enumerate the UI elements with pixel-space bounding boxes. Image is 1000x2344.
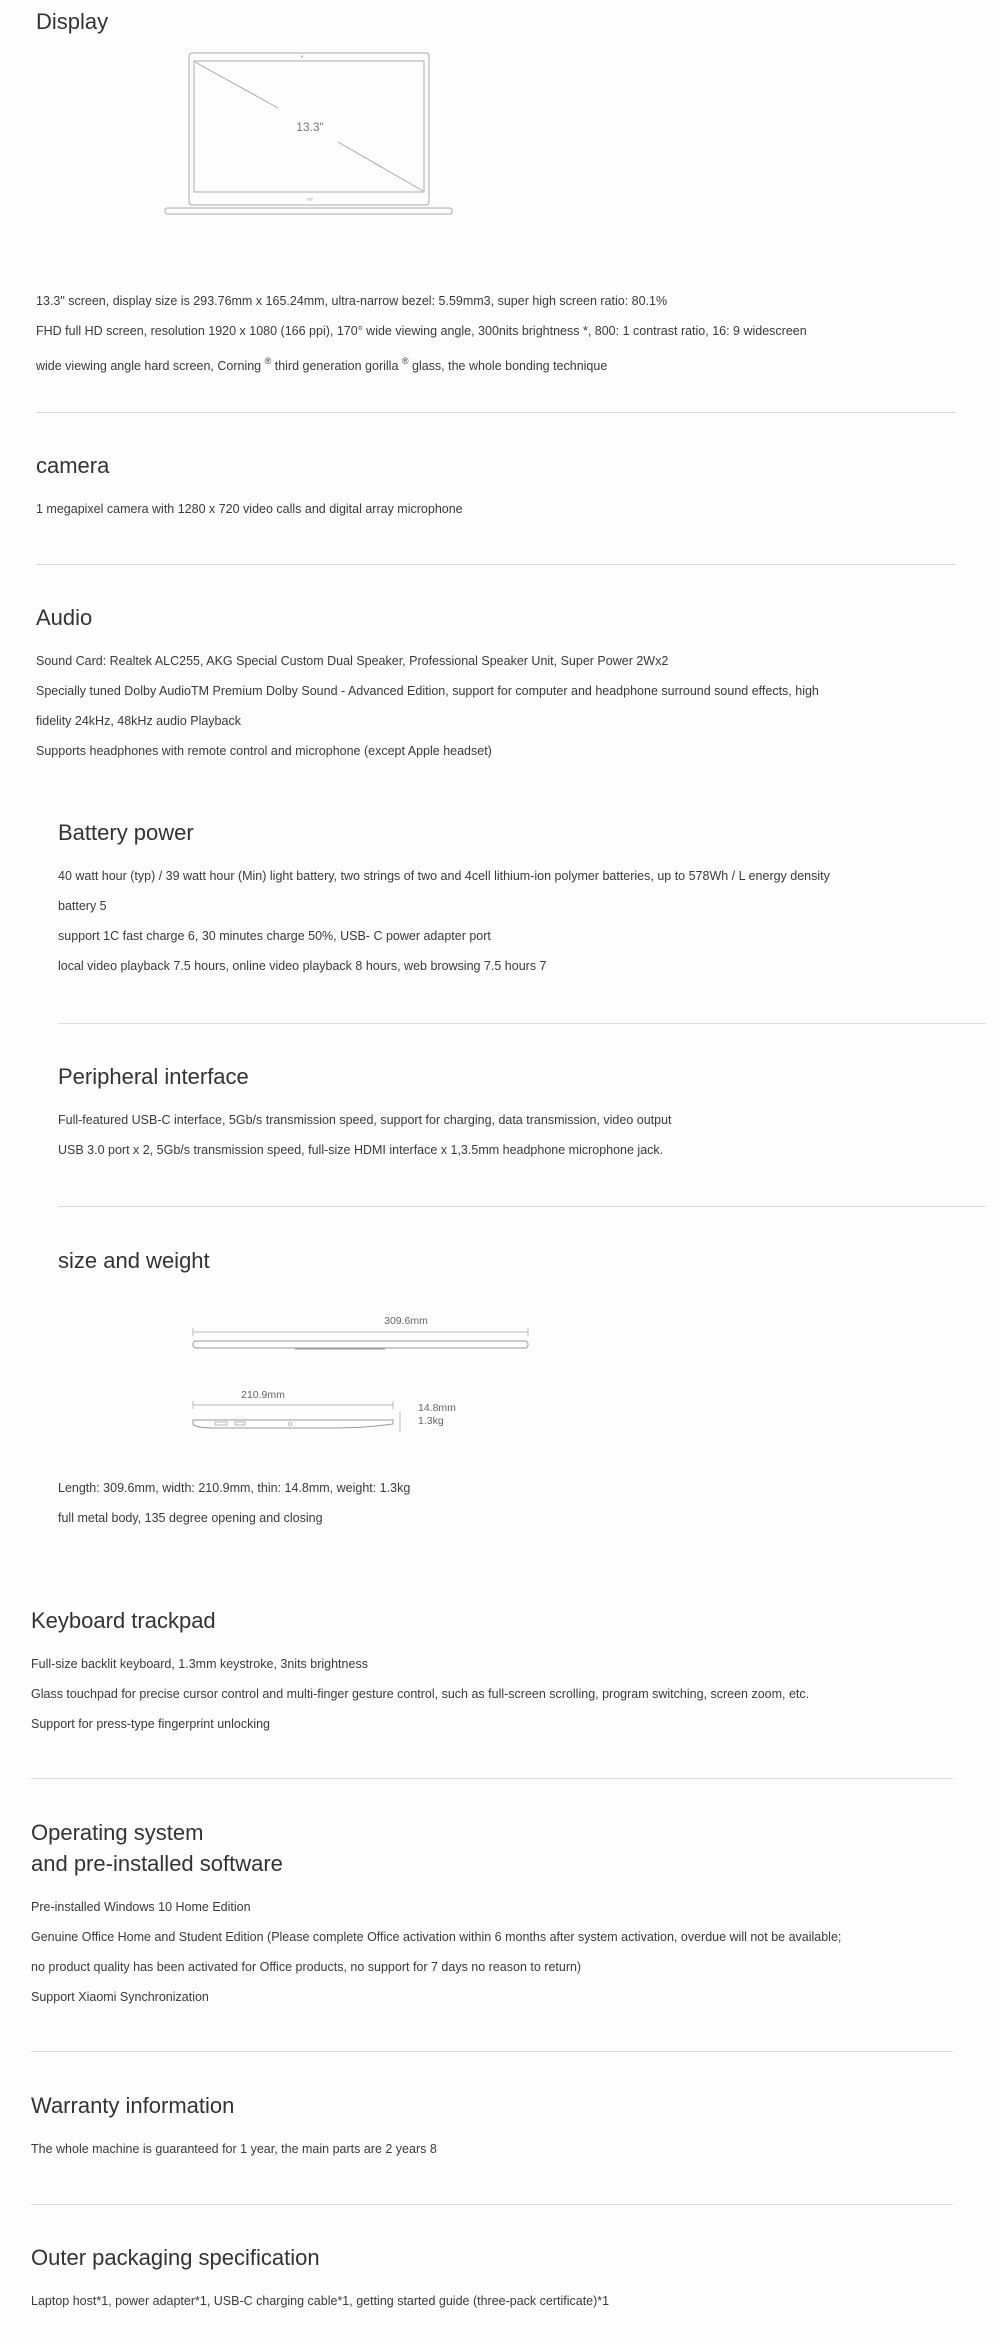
display-section — [36, 6, 108, 37]
os-spec-line: no product quality has been activated for Office products, no support for 7 days no reason to return) — [31, 1960, 582, 1974]
os-spec-line: Genuine Office Home and Student Edition (Please complete Office activation within 6 months after system activation, overdue will not be available; — [31, 1930, 842, 1944]
screen-size-label: 13.3" — [296, 120, 324, 134]
packaging-spec-line: Laptop host*1, power adapter*1, USB-C charging cable*1, getting started guide (three-pack certificate)*1 — [31, 2294, 610, 2308]
camera-section — [36, 450, 463, 524]
peripheral-section — [58, 1061, 672, 1165]
audio-spec-line: fidelity 24kHz, 48kHz audio Playback — [36, 714, 241, 728]
laptop-width-profile — [193, 1420, 393, 1428]
warranty-title: Warranty information — [31, 2093, 235, 2118]
laptop-base — [165, 208, 452, 214]
webcam-dot — [301, 56, 303, 58]
os-section — [31, 1817, 841, 2012]
diagonal-line-top — [195, 62, 278, 108]
audio-spec-line: Specially tuned Dolby AudioTM Premium Dolby Sound - Advanced Edition, support for computer and headphone surround sound effects, high — [36, 684, 819, 698]
packaging-section — [31, 2242, 609, 2316]
section-divider — [36, 412, 956, 413]
size-section — [58, 1245, 210, 1276]
keyboard-title: Keyboard trackpad — [31, 1608, 216, 1633]
os-title: Operating system and pre-installed software — [31, 1820, 283, 1876]
peripheral-spec-line: Full-featured USB-C interface, 5Gb/s transmission speed, support for charging, data transmission, video output — [58, 1113, 672, 1127]
display-spec-line: wide viewing angle hard screen, Corning ® third generation gorilla ® glass, the whole bonding technique — [36, 356, 608, 373]
display-spec-line: FHD full HD screen, resolution 1920 x 1080 (166 ppi), 170° wide viewing angle, 300nits brightness *, 800: 1 contrast ratio, 16: 9 widescreen — [36, 324, 807, 338]
laptop-screen-diagram — [160, 50, 460, 220]
lid-logo: mi — [307, 197, 313, 203]
size-specs — [58, 1473, 410, 1533]
keyboard-spec-line: Glass touchpad for precise cursor control and multi-finger gesture control, such as full-screen scrolling, program switching, screen zoom, etc. — [31, 1687, 810, 1701]
battery-section — [58, 817, 830, 981]
battery-spec-line: local video playback 7.5 hours, online video playback 8 hours, web browsing 7.5 hours 7 — [58, 959, 547, 973]
registered-mark: ® — [401, 356, 409, 366]
camera-title: camera — [36, 453, 110, 478]
peripheral-spec-line: USB 3.0 port x 2, 5Gb/s transmission speed, full-size HDMI interface x 1,3.5mm headphone microphone jack. — [58, 1143, 664, 1157]
length-dimension-label: 309.6mm — [384, 1315, 428, 1327]
audio-spec-line: Sound Card: Realtek ALC255, AKG Special Custom Dual Speaker, Professional Speaker Unit, Super Power 2Wx2 — [36, 654, 669, 668]
audio-section — [36, 602, 819, 766]
warranty-spec-line: The whole machine is guaranteed for 1 year, the main parts are 2 years 8 — [31, 2142, 437, 2156]
size-title: size and weight — [58, 1248, 210, 1273]
keyboard-spec-line: Support for press-type fingerprint unlocking — [31, 1717, 271, 1731]
audio-title: Audio — [36, 605, 93, 630]
battery-spec-line: battery 5 — [58, 899, 107, 913]
size-spec-line: full metal body, 135 degree opening and closing — [58, 1511, 323, 1525]
laptop-side-profile — [193, 1341, 528, 1348]
os-spec-line: Support Xiaomi Synchronization — [31, 1990, 209, 2004]
section-divider — [31, 1778, 953, 1779]
battery-spec-line: support 1C fast charge 6, 30 minutes charge 50%, USB- C power adapter port — [58, 929, 491, 943]
laptop-dimension-diagram — [185, 1308, 555, 1438]
display-specs — [36, 286, 807, 381]
section-divider — [58, 1023, 986, 1024]
weight-label: 1.3kg — [418, 1415, 444, 1427]
display-spec-line: 13.3" screen, display size is 293.76mm x 165.24mm, ultra-narrow bezel: 5.59mm3, super high screen ratio: 80.1% — [36, 294, 668, 308]
width-dimension-label: 210.9mm — [241, 1389, 285, 1401]
battery-spec-line: 40 watt hour (typ) / 39 watt hour (Min) light battery, two strings of two and 4cell lithium-ion polymer batteries, up to 578Wh / L energy density — [58, 869, 830, 883]
packaging-title: Outer packaging specification — [31, 2245, 320, 2270]
warranty-section — [31, 2090, 437, 2164]
peripheral-title: Peripheral interface — [58, 1064, 249, 1089]
section-divider — [31, 2051, 953, 2052]
display-title: Display — [36, 9, 109, 34]
keyboard-section — [31, 1605, 809, 1739]
battery-title: Battery power — [58, 820, 194, 845]
section-divider — [31, 2204, 953, 2205]
keyboard-spec-line: Full-size backlit keyboard, 1.3mm keystroke, 3nits brightness — [31, 1657, 368, 1671]
audio-spec-line: Supports headphones with remote control and microphone (except Apple headset) — [36, 744, 492, 758]
diagonal-line-bottom — [338, 142, 423, 191]
section-divider — [36, 564, 956, 565]
os-spec-line: Pre-installed Windows 10 Home Edition — [31, 1900, 251, 1914]
size-spec-line: Length: 309.6mm, width: 210.9mm, thin: 14.8mm, weight: 1.3kg — [58, 1481, 411, 1495]
thickness-label: 14.8mm — [418, 1402, 456, 1414]
section-divider — [58, 1206, 986, 1207]
registered-mark: ® — [264, 356, 272, 366]
camera-spec-line: 1 megapixel camera with 1280 x 720 video calls and digital array microphone — [36, 502, 463, 516]
